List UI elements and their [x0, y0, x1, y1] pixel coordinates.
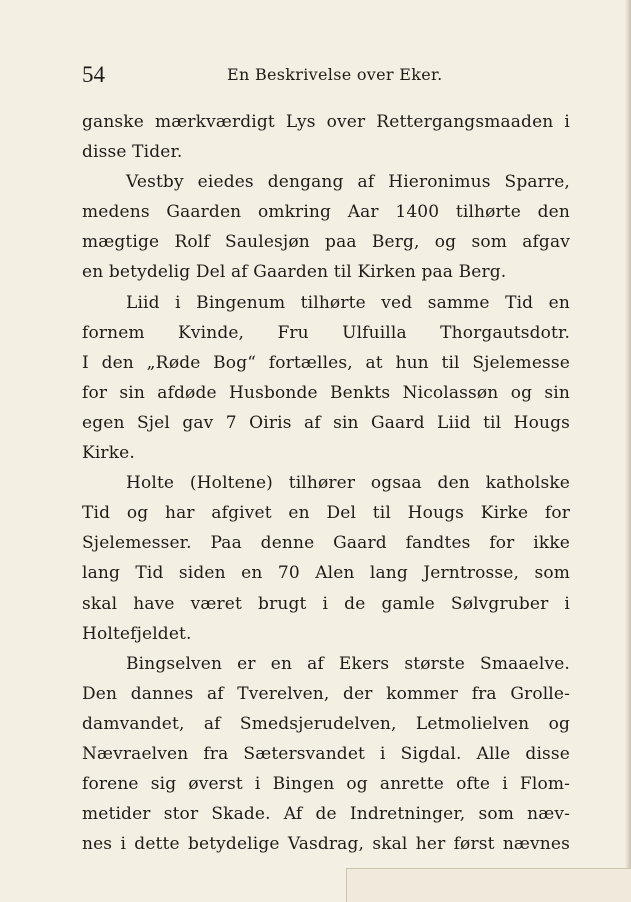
text-line: Nævraelven fra Sætersvandet i Sigdal. Alle disse [82, 743, 570, 764]
text-line: Kirke. [82, 443, 135, 464]
next-page-edge [346, 868, 631, 902]
text-line: Holte (Holtene) tilhører ogsaa den katholske [126, 473, 570, 494]
text-line: Bingselven er en af Ekers største Smaaelve. [126, 653, 570, 674]
text-line: egen Sjel gav 7 Oiris af sin Gaard Liid til Hougs [82, 412, 570, 433]
text-line: for sin afdøde Husbonde Benkts Nicolassøn og sin [82, 382, 570, 403]
text-line: lang Tid siden en 70 Alen lang Jerntrosse, som [82, 563, 570, 584]
text-line: metider stor Skade. Af de Indretninger, som næv- [82, 804, 570, 825]
page-number: 54 [82, 62, 105, 87]
text-line: Sjelemesser. Paa denne Gaard fandtes for ikke [82, 533, 570, 554]
text-line: Vestby eiedes dengang af Hieronimus Sparre, [126, 172, 570, 193]
text-line: Holtefjeldet. [82, 623, 192, 644]
text-line: fornem Kvinde, Fru Ulfuilla Thorgautsdotr. [82, 322, 570, 343]
text-line: I den „Røde Bog“ fortælles, at hun til Sjelemesse [82, 352, 570, 373]
text-line: en betydelig Del af Gaarden til Kirken paa Berg. [82, 262, 507, 283]
text-line: skal have været brugt i de gamle Sølvgruber i [82, 593, 570, 614]
text-line: mægtige Rolf Saulesjøn paa Berg, og som afgav [82, 232, 570, 253]
text-line: Tid og har afgivet en Del til Hougs Kirke for [82, 503, 570, 524]
text-line: forene sig øverst i Bingen og anrette ofte i Flom- [82, 774, 570, 795]
text-line: nes i dette betydelige Vasdrag, skal her først nævnes [82, 834, 570, 855]
text-line: Den dannes af Tverelven, der kommer fra Grolle- [82, 683, 570, 704]
page-edge-shadow [625, 0, 631, 902]
text-line: medens Gaarden omkring Aar 1400 tilhørte den [82, 202, 570, 223]
text-line: Liid i Bingenum tilhørte ved samme Tid en [126, 292, 570, 313]
text-line: ganske mærkværdigt Lys over Rettergangsmaaden i [82, 112, 570, 132]
text-line: damvandet, af Smedsjerudelven, Letmolielven og [82, 713, 570, 734]
body-text [82, 107, 570, 859]
text-line: disse Tider. [82, 142, 183, 163]
running-head: En Beskrivelse over Eker. [227, 65, 443, 84]
page-header [82, 60, 569, 90]
